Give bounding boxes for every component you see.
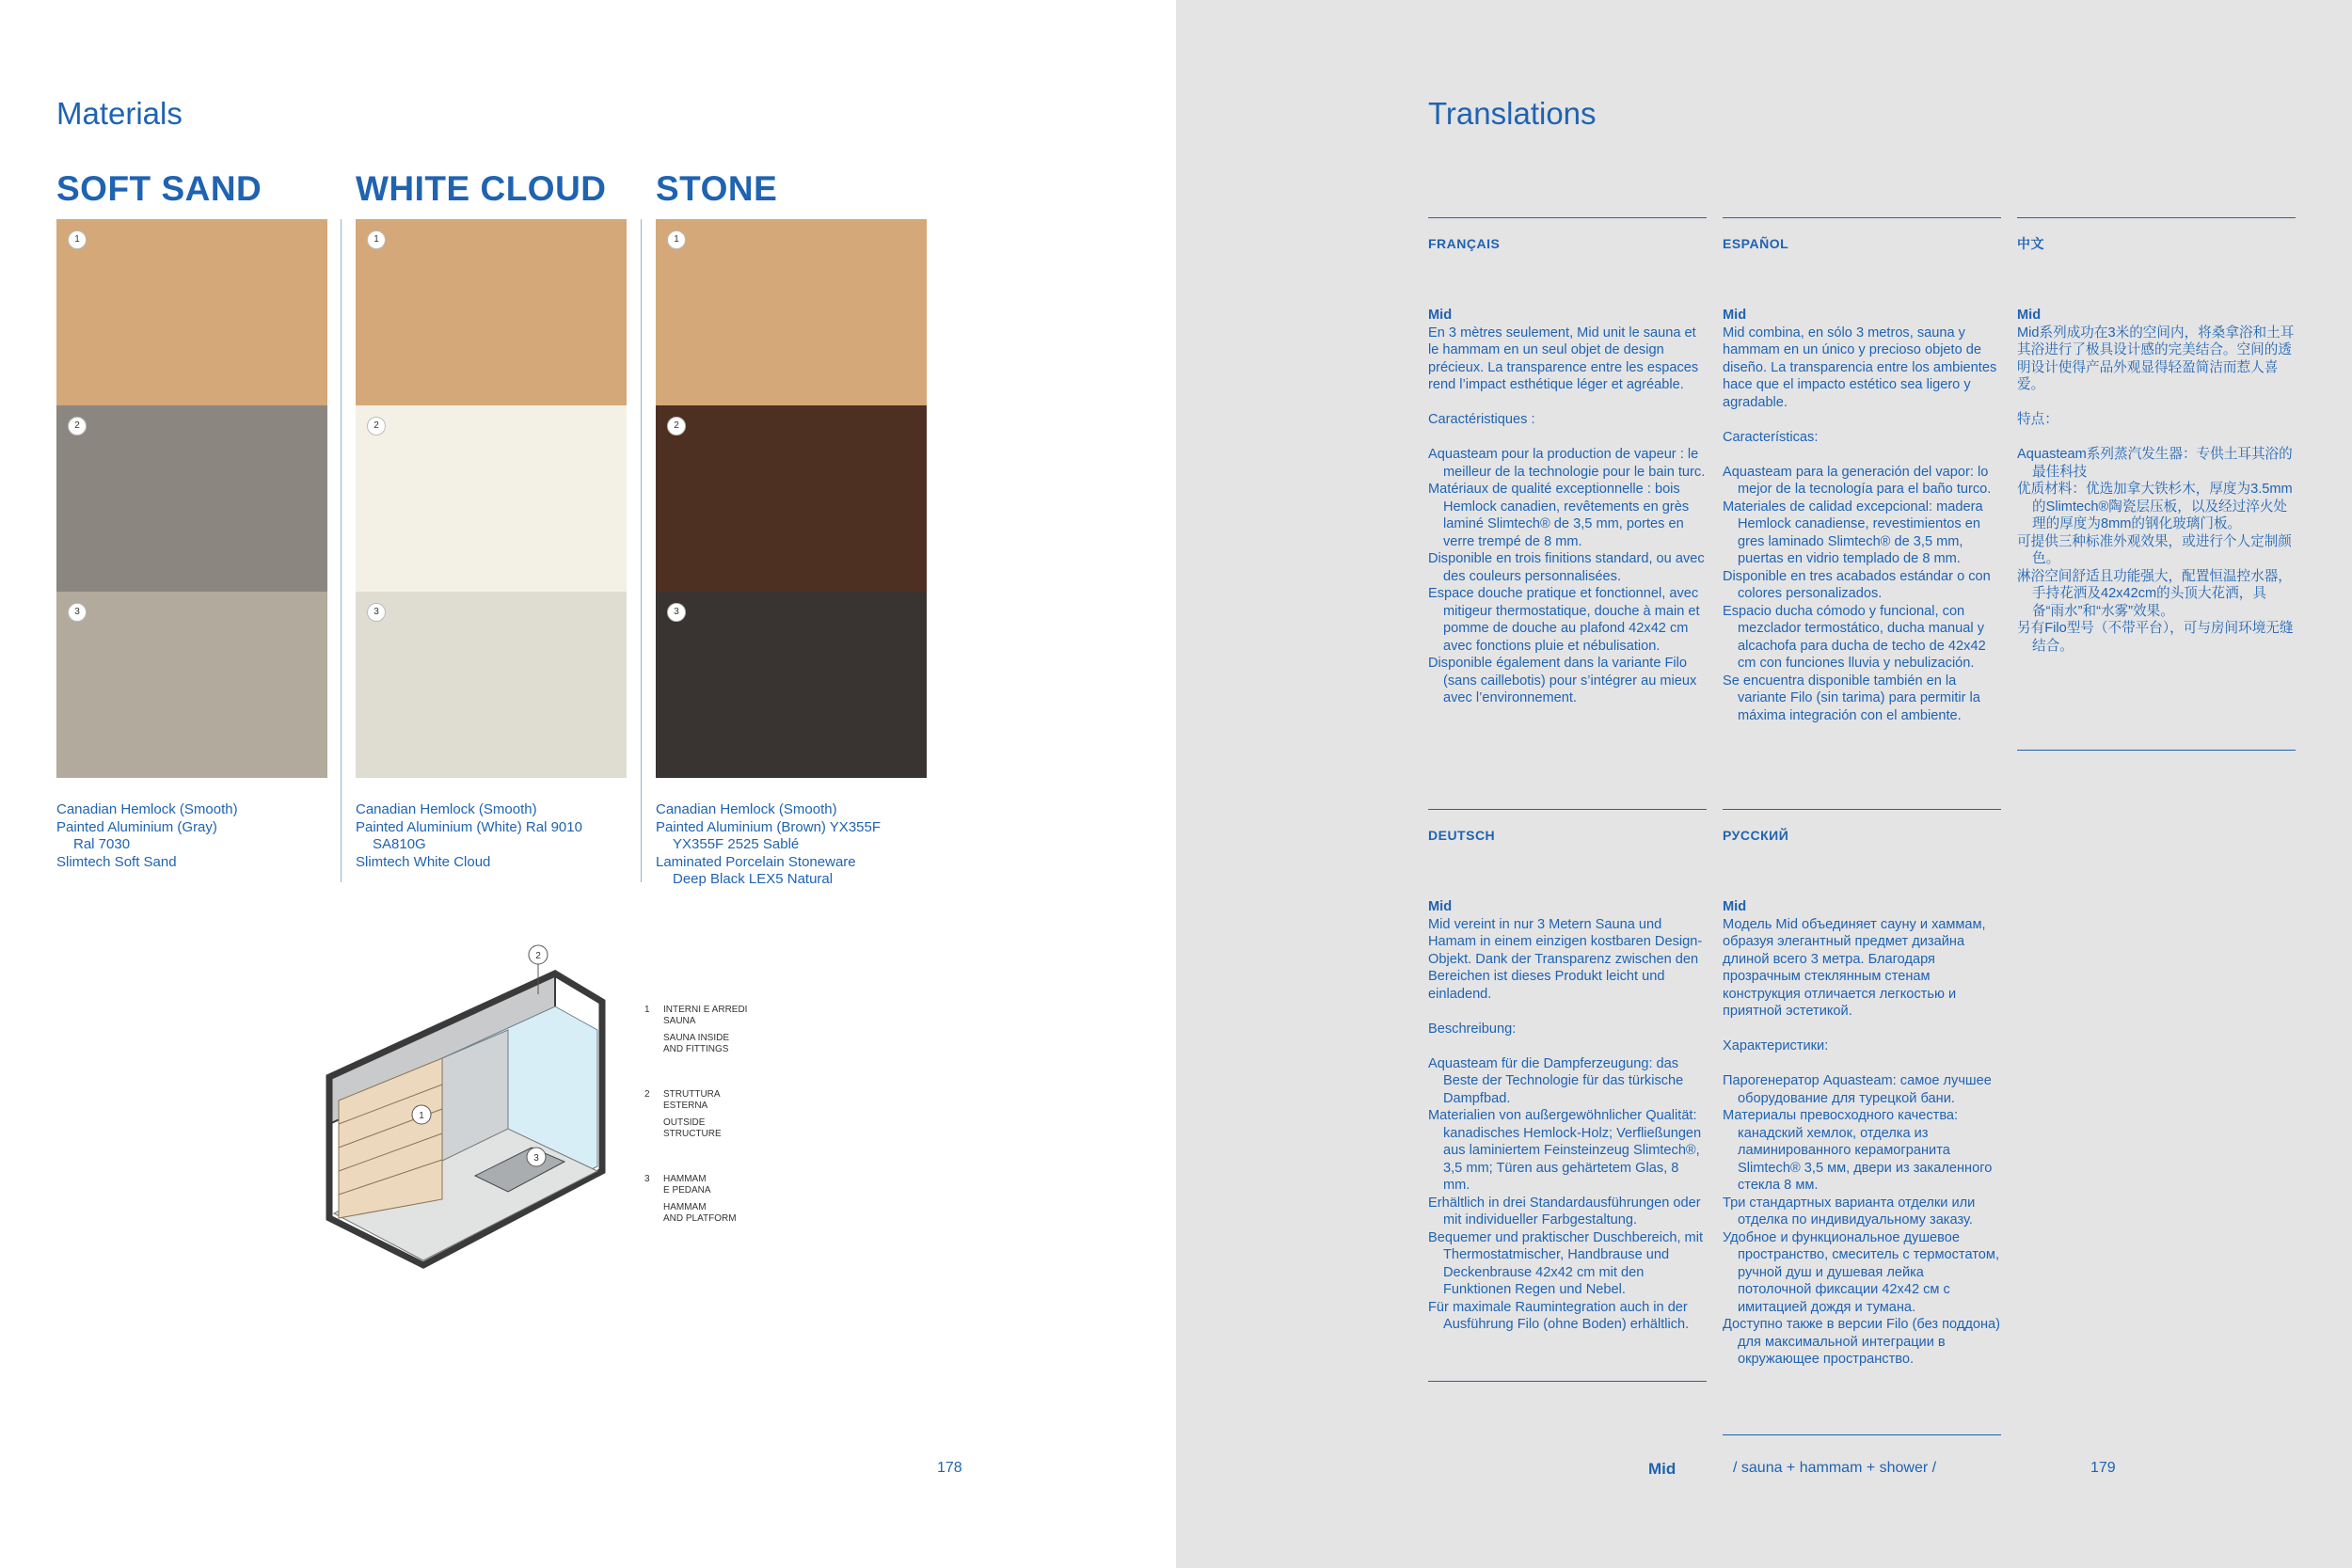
legend-label-it: STRUTTURA ESTERNA xyxy=(663,1089,721,1111)
swatch-column-soft-sand xyxy=(56,219,327,780)
swatch-stoneware xyxy=(56,592,327,778)
swatch-stoneware xyxy=(356,592,627,778)
materials-title: Materials xyxy=(56,96,183,131)
lang-features-list xyxy=(1428,1055,1707,1334)
lang-feature-item: 另有Filo型号（不带平台），可与房间环境无缝结合。 xyxy=(2017,621,2294,654)
swatch-aluminium xyxy=(656,405,927,592)
lang-rule xyxy=(2017,217,2296,218)
swatch-number: 3 xyxy=(667,603,686,622)
lang-feature-item: Удобное и функциональное душевое пространство, смеситель с термостатом, ручной душ и душевая лейка потолочной фиксации 42x42 см с имитацией дождя и тумана. xyxy=(1723,1229,2000,1315)
material-list-item: Slimtech White Cloud xyxy=(356,853,491,870)
lang-feature-item: Materialien von außergewöhnlicher Qualität: kanadisches Hemlock-Holz; Verfließungen aus laminiertem Feinsteinzeug Slimtech®, 3,5 mm; Türen aus gehärtetem Glas, 8 mm. xyxy=(1428,1108,1702,1193)
lang-block-chinese xyxy=(2017,217,2296,655)
lang-heading: Mid xyxy=(1428,308,1453,323)
lang-features-label: 特点： xyxy=(2017,412,2058,427)
lang-feature-item: 可提供三种标准外观效果，或进行个人定制颜色。 xyxy=(2017,533,2292,566)
lang-heading: Mid xyxy=(1428,899,1453,914)
lang-feature-item: Aquasteam系列蒸汽发生器：专供土耳其浴的最佳科技 xyxy=(2017,447,2293,480)
legend-number: 1 xyxy=(644,1005,650,1015)
legend-label-it: HAMMAM E PEDANA xyxy=(663,1174,711,1196)
legend-item xyxy=(644,1174,747,1225)
material-list-item: Ral 7030 xyxy=(73,836,131,852)
diagram-legend xyxy=(644,1005,747,1259)
lang-block-spanish xyxy=(1723,217,2001,724)
material-list-stone xyxy=(656,801,938,889)
lang-feature-item: Disponible en trois finitions standard, ou avec des couleurs personnalisées. xyxy=(1428,551,1705,584)
swatch-number: 3 xyxy=(367,603,386,622)
lang-block-french xyxy=(1428,217,1707,707)
legend-item xyxy=(644,1005,747,1055)
swatch-number: 1 xyxy=(68,230,87,249)
legend-label-en: SAUNA INSIDE AND FITTINGS xyxy=(663,1033,730,1054)
lang-rule xyxy=(1723,217,2001,218)
diagram-callout-number: 3 xyxy=(533,1153,539,1164)
swatch-stoneware xyxy=(656,592,927,778)
material-list-soft-sand xyxy=(56,801,339,871)
lang-feature-item: Материалы превосходного качества: канадский хемлок, отделка из ламинированного керамогранита Slimtech® 3,5 мм, двери из закаленного стекла 8 мм. xyxy=(1723,1108,1993,1193)
column-end-rule xyxy=(1428,1381,1707,1382)
swatch-number: 1 xyxy=(667,230,686,249)
legend-label-en: HAMMAM AND PLATFORM xyxy=(663,1202,737,1224)
lang-feature-item: Se encuentra disponible también en la variante Filo (sin tarima) para permitir la máxima integración con el ambiente. xyxy=(1723,673,1980,723)
lang-name: РУССКИЙ xyxy=(1723,828,1789,843)
lang-feature-item: Aquasteam pour la production de vapeur : le meilleur de la technologie pour le bain turc. xyxy=(1428,447,1706,480)
lang-rule xyxy=(1428,809,1707,810)
material-list-item: Slimtech Soft Sand xyxy=(56,853,177,870)
lang-intro: Модель Mid объединяет сауну и хаммам, образуя элегантный предмет дизайна длиной всего 3 метра. Благодаря прозрачным стеклянным стенам конструкция отличается легкостью и приятной эстетикой. xyxy=(1723,916,1986,1019)
lang-features-label: Características: xyxy=(1723,429,1819,445)
legend-number: 2 xyxy=(644,1089,650,1100)
material-list-item: Canadian Hemlock (Smooth) xyxy=(56,801,238,817)
lang-feature-item: Espace douche pratique et fonctionnel, avec mitigeur thermostatique, douche à main et pomme de douche au plafond 42x42 cm avec fonctions pluie et nébulisation. xyxy=(1428,586,1700,654)
material-list-item: Canadian Hemlock (Smooth) xyxy=(656,801,837,817)
lang-intro: Mid combina, en sólo 3 metros, sauna y hammam en un único y precioso objeto de diseño. La transparencia entre los ambientes hace que el impacto estético sea ligero y agradable. xyxy=(1723,325,1997,410)
swatch-wood xyxy=(656,219,927,405)
lang-heading: Mid xyxy=(1723,899,1747,914)
lang-block-russian xyxy=(1723,809,2001,1369)
lang-heading: Mid xyxy=(2017,308,2042,323)
material-list-item: Deep Black LEX5 Natural xyxy=(673,871,834,887)
footer-tagline: / sauna + hammam + shower / xyxy=(1733,1460,1937,1476)
lang-features-list xyxy=(1428,446,1707,707)
lang-feature-item: Espacio ducha cómodo y funcional, con mezclador termostático, ducha manual y alcachofa para ducha de techo de 42x42 cm con funciones lluvia y nebulización. xyxy=(1723,603,1986,671)
lang-feature-item: Bequemer und praktischer Duschbereich, mit Thermostatmischer, Handbrause und Deckenbrause 42x42 cm mit den Funktionen Regen und Nebel. xyxy=(1428,1229,1704,1297)
lang-feature-item: Für maximale Raumintegration auch in der Ausführung Filo (ohne Boden) erhältlich. xyxy=(1428,1299,1690,1332)
page-number-left: 178 xyxy=(937,1460,962,1476)
lang-block-german xyxy=(1428,809,1707,1334)
lang-feature-item: Парогенератор Aquasteam: самое лучшее оборудование для турецкой бани. xyxy=(1723,1073,1992,1106)
column-end-rule xyxy=(2017,750,2296,751)
translations-title: Translations xyxy=(1428,96,1597,131)
lang-features-list xyxy=(1723,1072,2001,1369)
swatch-number: 2 xyxy=(367,417,386,436)
legend-label-en: OUTSIDE STRUCTURE xyxy=(663,1117,722,1139)
material-list-item: SA810G xyxy=(373,836,426,852)
lang-feature-item: Aquasteam para la generación del vapor: lo mejor de la tecnología para el baño turco. xyxy=(1723,464,1992,497)
column-divider xyxy=(341,219,342,882)
legend-item xyxy=(644,1089,747,1140)
lang-feature-item: Disponible également dans la variante Filo (sans caillebotis) pour s’intégrer au mieux avec l’environnement. xyxy=(1428,656,1697,705)
lang-name: ESPAÑOL xyxy=(1723,236,1789,251)
sauna-diagram xyxy=(320,936,621,1289)
lang-name: FRANÇAIS xyxy=(1428,236,1501,251)
material-list-item: Painted Aluminium (Brown) YX355F xyxy=(656,818,882,835)
material-list-item: Painted Aluminium (White) Ral 9010 xyxy=(356,818,582,835)
footer-product-name: Mid xyxy=(1648,1460,1677,1478)
lang-features-list xyxy=(1723,464,2001,725)
legend-number: 3 xyxy=(644,1174,650,1184)
lang-feature-item: Disponible en tres acabados estándar o con colores personalizados. xyxy=(1723,568,1991,601)
material-list-item: YX355F 2525 Sablé xyxy=(673,836,800,852)
material-name-soft-sand: SOFT SAND xyxy=(56,169,262,208)
lang-intro: Mid vereint in nur 3 Metern Sauna und Hamam in einem einzigen kostbaren Design-Objekt. Dank der Transparenz zwischen den Bereichen ist dieses Produkt leicht und einladend. xyxy=(1428,916,1703,1002)
lang-rule xyxy=(1723,809,2001,810)
lang-features-list xyxy=(2017,446,2296,655)
swatch-aluminium xyxy=(56,405,327,592)
material-list-item: Laminated Porcelain Stoneware xyxy=(656,853,856,870)
material-list-item: Painted Aluminium (Gray) xyxy=(56,818,217,835)
lang-rule xyxy=(1428,217,1707,218)
swatch-number: 2 xyxy=(667,417,686,436)
diagram-callout-number: 2 xyxy=(535,951,541,961)
lang-feature-item: 淋浴空间舒适且功能强大，配置恒温控水器，手持花洒及42x42cm的头顶大花洒，具备“雨水”和“水雾”效果。 xyxy=(2017,568,2292,619)
swatch-column-white-cloud xyxy=(356,219,627,780)
right-page xyxy=(1176,0,2352,1568)
lang-features-label: Caractéristiques : xyxy=(1428,412,1535,427)
swatch-column-stone xyxy=(656,219,927,780)
lang-intro: En 3 mètres seulement, Mid unit le sauna et le hammam en un seul objet de design précieux. La transparence entre les espaces rend l’impact esthétique léger et agréable. xyxy=(1428,325,1699,392)
column-end-rule xyxy=(1723,1434,2001,1435)
lang-intro: Mid系列成功在3米的空间内，将桑拿浴和土耳其浴进行了极具设计感的完美结合。空间的透明设计使得产品外观显得轻盈简洁而惹人喜爱。 xyxy=(2017,325,2295,392)
material-name-white-cloud: WHITE CLOUD xyxy=(356,169,607,208)
lang-heading: Mid xyxy=(1723,308,1747,323)
lang-feature-item: Три стандартных варианта отделки или отделка по индивидуальному заказу. xyxy=(1723,1195,1976,1227)
swatch-number: 1 xyxy=(367,230,386,249)
column-divider xyxy=(641,219,642,882)
material-name-stone: STONE xyxy=(656,169,778,208)
lang-features-label: Характеристики: xyxy=(1723,1038,1829,1053)
diagram-callout-number: 1 xyxy=(419,1111,424,1121)
legend-label-it: INTERNI E ARREDI SAUNA xyxy=(663,1005,748,1026)
swatch-aluminium xyxy=(356,405,627,592)
material-list-white-cloud xyxy=(356,801,638,871)
lang-feature-item: 优质材料：优选加拿大铁杉木，厚度为3.5mm的Slimtech®陶瓷层压板，以及经过淬火处理的厚度为8mm的钢化玻璃门板。 xyxy=(2017,482,2293,531)
lang-name: 中文 xyxy=(2017,236,2044,251)
swatch-number: 2 xyxy=(68,417,87,436)
swatch-wood xyxy=(56,219,327,405)
material-list-item: Canadian Hemlock (Smooth) xyxy=(356,801,537,817)
page-number-right: 179 xyxy=(2090,1460,2116,1476)
lang-feature-item: Erhältlich in drei Standardausführungen oder mit individueller Farbgestaltung. xyxy=(1428,1195,1701,1227)
lang-feature-item: Materiales de calidad excepcional: madera Hemlock canadiense, revestimientos en gres laminado Slimtech® de 3,5 mm, puertas en vidrio templado de 8 mm. xyxy=(1723,499,1983,566)
lang-feature-item: Aquasteam für die Dampferzeugung: das Beste der Technologie für das türkische Dampfbad. xyxy=(1428,1055,1684,1106)
lang-name: DEUTSCH xyxy=(1428,828,1496,843)
lang-feature-item: Доступно также в версии Filo (без поддона) для максимальной интеграции в окружающее пространство. xyxy=(1723,1317,2001,1367)
swatch-number: 3 xyxy=(68,603,87,622)
lang-features-label: Beschreibung: xyxy=(1428,1021,1517,1037)
swatch-wood xyxy=(356,219,627,405)
lang-feature-item: Matériaux de qualité exceptionnelle : bois Hemlock canadien, revêtements en grès laminé Slimtech® de 3,5 mm, portes en verre trempé de 8 mm. xyxy=(1428,482,1690,549)
